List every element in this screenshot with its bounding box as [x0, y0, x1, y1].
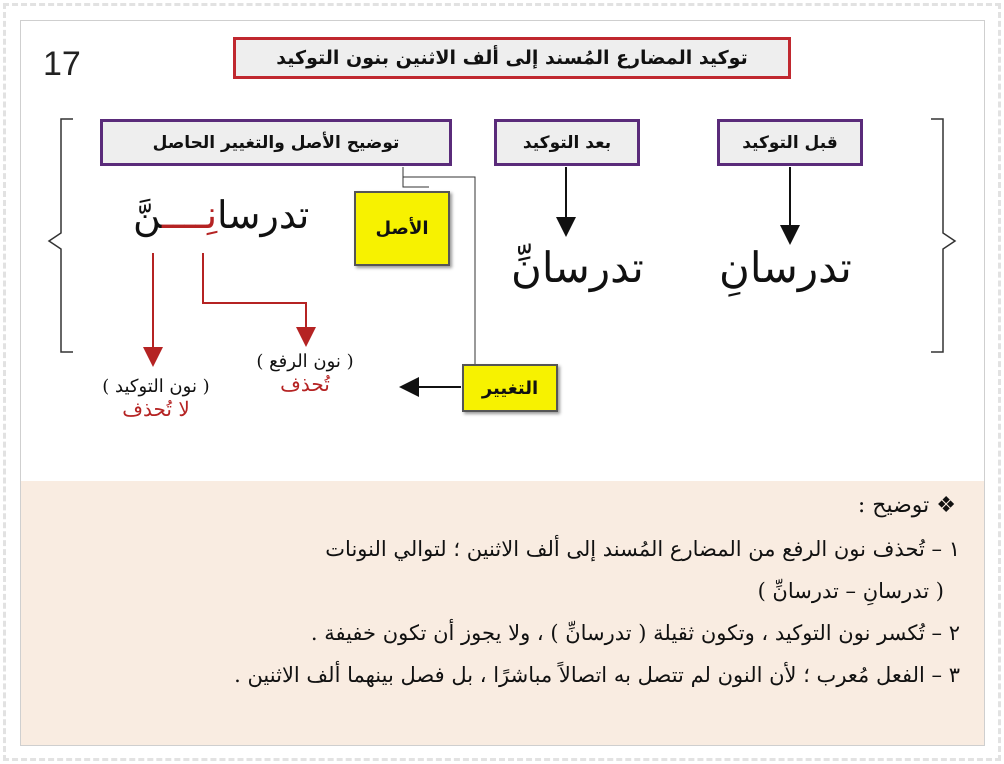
origin-tag: الأصل [354, 191, 450, 266]
after-header: بعد التوكيد [494, 119, 640, 166]
explanation-line-3: ٣ – الفعل مُعرب ؛ لأن النون لم تتصل به اتصالاً مباشرًا ، بل فصل بينهما ألف الاثنين . [234, 663, 960, 687]
note-raf [235, 351, 375, 396]
page-number: 17 [43, 45, 81, 83]
change-tag: التغيير [462, 364, 558, 412]
slide-title: توكيد المضارع المُسند إلى ألف الاثنين بنون التوكيد [233, 37, 791, 79]
note-tawkid-title: ( نون التوكيد ) [102, 376, 210, 397]
before-header: قبل التوكيد [717, 119, 863, 166]
raf-arrow [203, 253, 306, 337]
explanation-panel [21, 481, 984, 745]
note-raf-status: تُحذف [280, 372, 330, 396]
explain-header: توضيح الأصل والتغيير الحاصل [100, 119, 452, 166]
explanation-line-1: ١ – تُحذف نون الرفع من المضارع المُسند إلى ألف الاثنين ؛ لتوالي النونات [325, 537, 960, 561]
word-before: تدرسانِ [719, 243, 852, 292]
word-after: تدرسانِّ [511, 243, 644, 292]
origin-prefix: تدرسا [217, 193, 310, 237]
word-origin [133, 193, 309, 237]
right-bracket [931, 119, 955, 352]
note-raf-title: ( نون الرفع ) [256, 351, 354, 372]
left-bracket [49, 119, 73, 352]
slide [20, 20, 985, 746]
note-tawkid-status: لا تُحذف [122, 397, 190, 421]
origin-nun-raf: نِــــ [161, 193, 218, 237]
explanation-line-1b: ( تدرسانِ – تدرسانِّ ) [757, 579, 944, 603]
origin-nun-tawkid: نَّ [133, 193, 162, 237]
explanation-line-2: ٢ – تُكسر نون التوكيد ، وتكون ثقيلة ( تدرسانِّ ) ، ولا يجوز أن تكون خفيفة . [310, 621, 960, 645]
note-tawkid [76, 376, 236, 421]
explanation-heading: ❖ توضيح : [857, 493, 956, 518]
